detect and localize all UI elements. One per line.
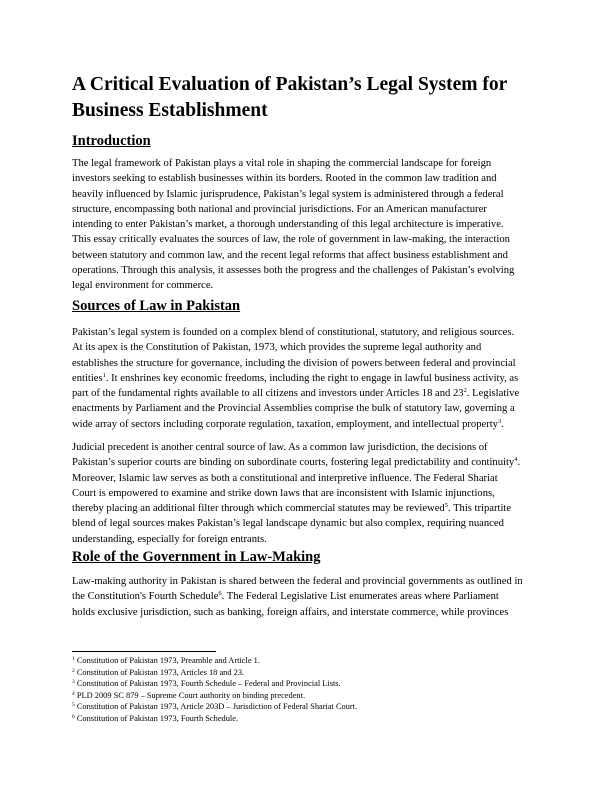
footnote-ref: 5 <box>444 502 448 510</box>
paragraph-sources-2 <box>72 440 520 547</box>
text-line <box>72 486 520 501</box>
text-segment: The legal framework of Pakistan plays a vital role in shaping the commercial landscape for foreign <box>72 158 492 169</box>
text-line <box>72 248 514 263</box>
text-segment: Court is empowered to examine and strike down laws that are inconsistent with Islamic injunctions, <box>72 487 495 499</box>
footnote-separator <box>72 651 216 652</box>
text-segment: . The Federal Legislative List enumerates areas where Parliament <box>221 591 499 603</box>
text-line <box>72 356 519 371</box>
footnote-text: Constitution of Pakistan 1973, Article 203D – Jurisdiction of Federal Shariat Court. <box>74 702 358 712</box>
text-segment: heavily influenced by Islamic jurisprudence, Pakistan’s legal system is administered through a federal <box>72 188 504 200</box>
text-line <box>72 371 519 386</box>
text-segment: entities <box>72 372 103 384</box>
text-segment: investors seeking to establish businesses within its borders. Rooted in the common law tradition and <box>72 173 497 185</box>
footnote-text: Constitution of Pakistan 1973, Articles 18 and 23. <box>74 667 245 677</box>
text-line <box>72 401 519 416</box>
text-line <box>72 217 514 232</box>
text-line <box>72 187 514 202</box>
footnote-text: Constitution of Pakistan 1973, Fourth Schedule. <box>74 713 239 723</box>
text-segment: establishes the structure for governance, including the division of powers between federal and provincial <box>72 357 516 369</box>
footnotes <box>72 655 357 725</box>
text-segment: operations. Through this analysis, it assesses both the progress and the challenges of Pakistan’s evolving <box>72 265 515 277</box>
footnote-ref: 6 <box>218 590 222 598</box>
title-line: A Critical Evaluation of Pakistan’s Legal System for <box>72 74 508 95</box>
footnote-number: 4 <box>72 690 75 697</box>
text-line <box>72 532 520 547</box>
text-line <box>72 417 519 432</box>
text-segment: understanding, especially for foreign entrants. <box>72 533 267 545</box>
text-segment: legal environment for commerce. <box>72 280 214 292</box>
text-segment: thereby placing an additional filter through which commercial statutes may be reviewed <box>72 503 445 515</box>
paragraph-introduction <box>72 156 514 294</box>
title-line: Business Establishment <box>72 100 268 121</box>
text-segment: structure, encompassing both national and provincial jurisdictions. For an American manufacturer <box>72 203 487 215</box>
footnote-text: Constitution of Pakistan 1973, Fourth Schedule – Federal and Provincial Lists. <box>74 679 341 689</box>
footnote-item <box>72 655 357 667</box>
text-line <box>72 171 514 186</box>
text-segment: Judicial precedent is another central source of law. As a common law jurisdiction, the decisions of <box>72 442 488 453</box>
text-line <box>72 386 519 401</box>
text-line <box>72 202 514 217</box>
text-segment: intending to enter Pakistan’s market, a thorough understanding of this legal architecture is imperative. <box>72 219 504 231</box>
text-segment: enactments by Parliament and the Provincial Assemblies comprise the bulk of statutory law, governing a <box>72 403 515 415</box>
text-segment: holds exclusive jurisdiction, such as banking, foreign affairs, and interstate commerce, while provinces <box>72 606 509 618</box>
text-segment: Pakistan’s legal system is founded on a complex blend of constitutional, statutory, and religious sources. <box>72 327 515 338</box>
text-segment: . This tripartite <box>447 503 512 515</box>
text-segment: At its apex is the Constitution of Pakistan, 1973, which provides the supreme legal authority and <box>72 342 482 354</box>
text-line <box>72 440 520 455</box>
footnote-number: 5 <box>72 702 75 709</box>
text-line <box>72 516 520 531</box>
text-line <box>72 325 519 340</box>
footnote-item <box>72 667 357 679</box>
text-segment: Law-making authority in Pakistan is shared between the federal and provincial governments as outlined in <box>72 576 523 587</box>
footnote-item <box>72 690 357 702</box>
footnote-item <box>72 678 357 690</box>
text-segment: . Legislative <box>466 388 520 400</box>
text-segment: wide array of sectors including corporate regulation, taxation, employment, and intellectual property <box>72 418 498 430</box>
text-line <box>72 605 523 620</box>
text-line <box>72 501 520 516</box>
document-title <box>72 72 507 124</box>
text-line <box>72 589 523 604</box>
heading-sources-of-law: Sources of Law in Pakistan <box>72 298 241 314</box>
footnote-ref: 1 <box>102 371 106 379</box>
text-line <box>72 455 520 470</box>
text-line <box>72 232 514 247</box>
text-segment: Moreover, Islamic law serves as both a constitutional and interpretive influence. The Federal Shariat <box>72 472 498 484</box>
footnote-item <box>72 701 357 713</box>
text-line <box>72 263 514 278</box>
text-line <box>72 278 514 293</box>
text-segment: the Constitution's Fourth Schedule <box>72 591 219 603</box>
heading-role-of-government: Role of the Government in Law-Making <box>72 549 321 565</box>
footnote-text: Constitution of Pakistan 1973, Preamble and Article 1. <box>74 656 260 665</box>
text-segment: . <box>501 418 504 430</box>
footnote-text: PLD 2009 SC 879 – Supreme Court authority on binding precedent. <box>74 690 306 700</box>
paragraph-sources-1 <box>72 325 519 432</box>
text-segment: . <box>517 457 521 469</box>
footnote-ref: 3 <box>497 417 502 425</box>
text-line <box>72 574 523 589</box>
paragraph-role-1 <box>72 574 523 620</box>
text-line <box>72 471 520 486</box>
text-segment: Pakistan’s superior courts are binding on subordinate courts, fostering legal predictability and continuity <box>72 457 515 469</box>
heading-introduction: Introduction <box>72 133 151 149</box>
text-segment: between statutory and common law, and the recent legal reforms that affect business establishment and <box>72 249 508 261</box>
footnote-number: 1 <box>72 656 75 662</box>
footnote-number: 6 <box>72 713 75 720</box>
footnote-ref: 4 <box>514 456 518 464</box>
footnote-ref: 2 <box>463 387 467 395</box>
text-segment: This essay critically evaluates the sources of law, the role of government in law-making, the interaction <box>72 234 510 246</box>
text-line <box>72 156 514 171</box>
footnote-item <box>72 713 357 725</box>
text-segment: blend of legal sources makes Pakistan’s legal landscape dynamic but also complex, requiring nuanced <box>72 518 504 530</box>
footnote-number: 2 <box>72 667 75 674</box>
text-segment: part of the fundamental rights available to all citizens and investors under Articles 18 and 23 <box>72 388 464 400</box>
text-line <box>72 340 519 355</box>
text-segment: . It enshrines key economic freedoms, including the right to engage in lawful business activity, as <box>105 372 519 384</box>
footnote-number: 3 <box>72 679 75 686</box>
